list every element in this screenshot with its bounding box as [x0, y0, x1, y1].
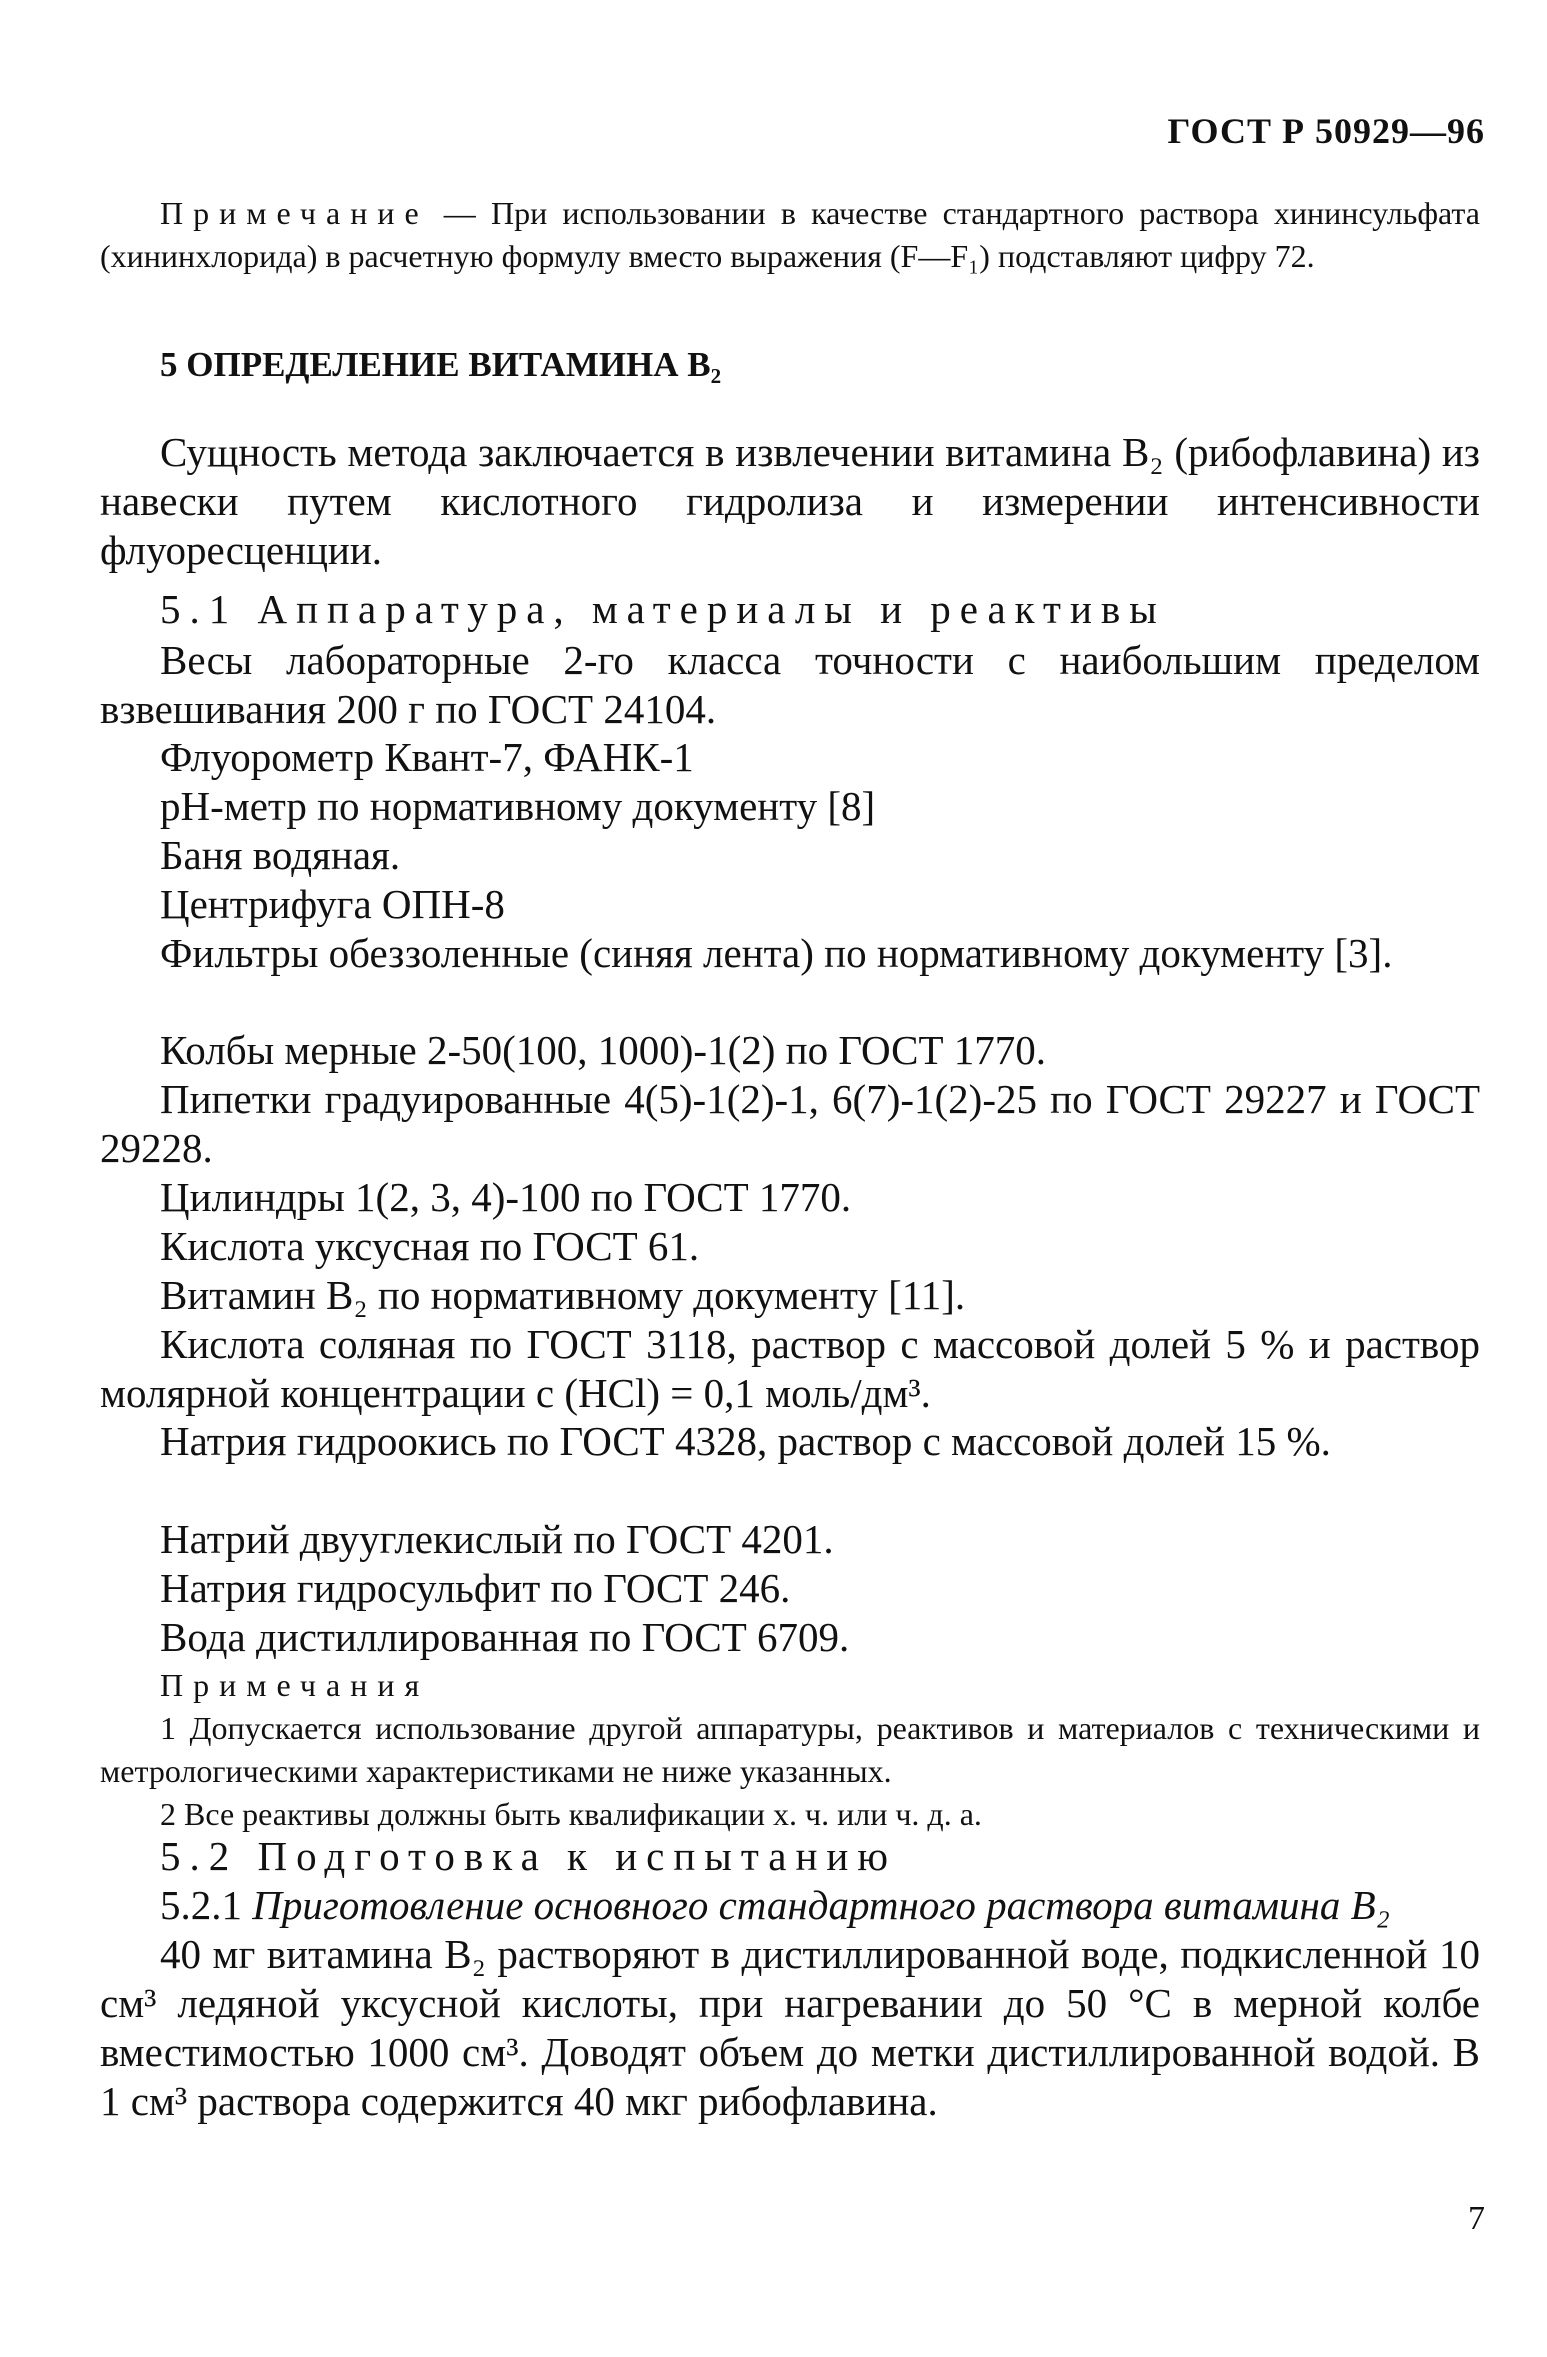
list-item: Натрий двууглекислый по ГОСТ 4201. [160, 1516, 834, 1562]
list-item: Вода дистиллированная по ГОСТ 6709. [160, 1614, 850, 1660]
document-id-header: ГОСТ Р 50929—96 [1167, 111, 1485, 151]
list-item: Баня водяная. [160, 832, 401, 878]
note-item: 1 Допускается использование другой аппаратуры, реактивов и материалов с техническими и метрологическими характеристиками не ниже указанных. [100, 1710, 1480, 1789]
list-item: Витамин В₂ по нормативному документу [11]. [160, 1272, 966, 1318]
list-item: Фильтры обеззоленные (синяя лента) по нормативному документу [3]. [160, 930, 1393, 976]
notes-heading: Примечания [160, 1667, 430, 1703]
note-item: 2 Все реактивы должны быть квалификации х. ч. или ч. д. а. [160, 1796, 982, 1832]
list-item: Пипетки градуированные 4(5)-1(2)-1, 6(7)-1(2)-25 по ГОСТ 29227 и ГОСТ 29228. [100, 1076, 1480, 1171]
section-5-intro: Сущность метода заключается в извлечении витамина В₂ (рибофлавина) из навески путем кислотного гидролиза и измерении интенсивности флуоресценции. [100, 429, 1480, 573]
note-paragraph [100, 192, 1480, 278]
subsection-5-2-1-text: 40 мг витамина В₂ растворяют в дистиллированной воде, подкисленной 10 см³ ледяной уксусной кислоты, при нагревании до 50 °С в мерной колбе вместимостью 1000 см³. Доводят объем до метки дистиллированной водой. В 1 см³ раствора содержится 40 мкг рибофлавина. [100, 1931, 1480, 2124]
page-number: 7 [1468, 2200, 1485, 2237]
subsection-5-1-title: 5.1 Аппаратура, материалы и реактивы [160, 586, 1166, 632]
subsection-5-2-title: 5.2 Подготовка к испытанию [160, 1833, 897, 1879]
list-item: Кислота соляная по ГОСТ 3118, раствор с массовой долей 5 % и раствор молярной концентрации c (HCl) = 0,1 моль/дм³. [100, 1321, 1480, 1416]
list-item: Колбы мерные 2-50(100, 1000)-1(2) по ГОСТ 1770. [160, 1027, 1047, 1073]
list-item: Натрия гидросульфит по ГОСТ 246. [160, 1565, 791, 1611]
list-item: Центрифуга ОПН-8 [160, 881, 505, 927]
list-item: Цилиндры 1(2, 3, 4)-100 по ГОСТ 1770. [160, 1174, 852, 1220]
note-text: — При использовании в качестве стандартного раствора хининсульфата (хининхлорида) в расчетную формулу вместо выражения (F—F₁) подставляют цифру 72. [100, 195, 1480, 274]
list-item: Кислота уксусная по ГОСТ 61. [160, 1223, 700, 1269]
list-item: Натрия гидроокись по ГОСТ 4328, раствор с массовой долей 15 %. [160, 1418, 1331, 1464]
note-label: Примечание [160, 195, 429, 231]
list-item: Флуорометр Квант-7, ФАНК-1 [160, 734, 694, 780]
list-item: Весы лабораторные 2-го класса точности с наибольшим пределом взвешивания 200 г по ГОСТ 24104. [100, 637, 1480, 732]
list-item: pH-метр по нормативному документу [8] [160, 783, 876, 829]
section-5-title: 5 ОПРЕДЕЛЕНИЕ ВИТАМИНА В₂ [160, 345, 722, 384]
subsection-5-2-1-title: 5.2.1 Приготовление основного стандартного раствора витамина B₂ [160, 1882, 1390, 1928]
